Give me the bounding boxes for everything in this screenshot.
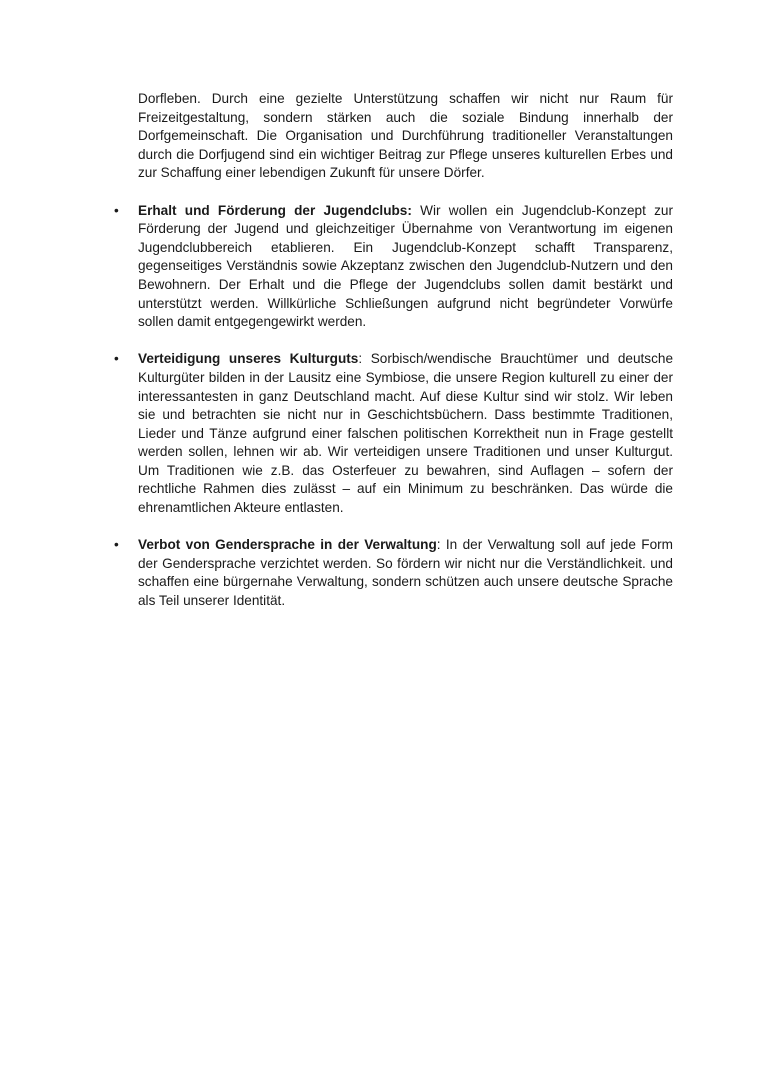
list-item-text: : In der Verwaltung soll auf jede Form der Gendersprache verzichtet werden. So fördern wir nicht nur die Verständlichkeit. und schaffen eine bürgernahe Verwaltung, sondern schützen auch unsere deutsche Sprache als Teil unserer Identität. [138, 537, 673, 609]
list-item-title: Verteidigung unseres Kulturguts [138, 351, 359, 367]
list-item-paragraph [138, 536, 673, 610]
intro-paragraph: Dorfleben. Durch eine gezielte Unterstützung schaffen wir nicht nur Raum für Freizeitgestaltung, sondern stärken auch die soziale Bindung innerhalb der Dorfgemeinschaft. Die Organisation und Durchführung traditioneller Veranstaltungen durch die Dorfjugend sind ein wichtiger Beitrag zur Pflege unseres kulturellen Erbes und zur Schaffung einer lebendigen Zukunft für unsere Dörfer. [138, 91, 673, 181]
list-item-kulturgut [114, 350, 674, 517]
bullet-icon: • [114, 351, 119, 367]
list-item-paragraph [138, 350, 673, 517]
list-item-title: Verbot von Gendersprache in der Verwaltung [138, 537, 437, 553]
list-item-text: Wir wollen ein Jugendclub-Konzept zur Förderung der Jugend und gleichzeitiger Übernahme von Verantwortung im eigenen Jugendclubbereich etablieren. Ein Jugendclub-Konzept schafft Transparenz, gegenseitiges Verständnis sowie Akzeptanz zwischen den Jugendclub-Nutzern und den Bewohnern. Der Erhalt und die Pflege der Jugendclubs sollen damit bestärkt und unterstützt werden. Willkürliche Schließungen aufgrund nicht begründeter Vorwürfe sollen damit entgegengewirkt werden. [138, 202, 673, 330]
list-item-gendersprache [114, 536, 673, 610]
list-item-text: : Sorbisch/wendische Brauchtümer und deutsche Kulturgüter bilden in der Lausitz eine Symbiose, die unsere Region kulturell zu einer der interessantesten in ganz Deutschland macht. Auf diese Kultur sind wir stolz. Wir leben sie und betrachten sie nicht nur in Geschichtsbüchern. Dass bestimmte Traditionen, Lieder und Tänze aufgrund einer falschen politischen Korrektheit nun in Frage gestellt werden sollen, lehnen wir ab. Wir verteidigen unsere Traditionen und unser Kulturgut. Um Traditionen wie z.B. das Osterfeuer zu bewahren, sind Auflagen – sofern der rechtliche Rahmen dies zulässt – auf ein Minimum zu beschränken. Das würde die ehrenamtlichen Akteure entlasten. [138, 351, 674, 516]
bullet-icon: • [114, 537, 119, 553]
list-item-paragraph [138, 202, 673, 332]
list-item-title: Erhalt und Förderung der Jugendclubs: [138, 202, 412, 218]
list-item-jugendclubs [114, 202, 673, 332]
bullet-icon: • [114, 202, 119, 218]
document-body [114, 90, 674, 611]
